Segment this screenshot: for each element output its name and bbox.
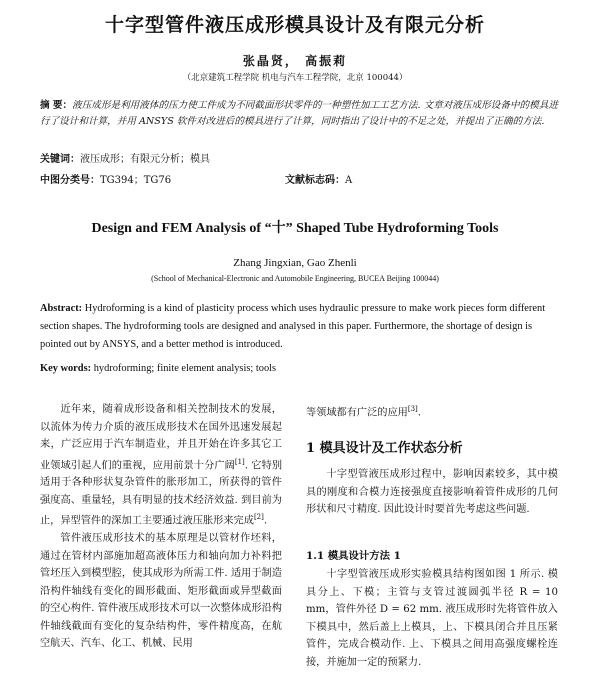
subsection-1-1-heading: 1.1 模具设计方法 1 xyxy=(306,550,401,562)
paper-title-cn: 十字型管件液压成形模具设计及有限元分析 xyxy=(104,14,485,36)
abstract-cn-label: 摘 要： xyxy=(40,100,73,111)
left-paragraph-1 xyxy=(40,401,282,530)
right-top-text: 等领域都有广泛的应用 xyxy=(306,407,408,419)
affiliation-en: (School of Mechanical-Electronic and Automobile Engineering, BUCEA Beijing 100044) xyxy=(151,274,439,283)
classification-row xyxy=(40,171,560,186)
right-continuation xyxy=(306,401,556,422)
left-paragraph-2: 管件液压成形技术的基本原理是以管材作坯料，通过在管材内部施加超高液体压力和轴向加力补料把管坯压入到模型腔，使其成形为所需工件. 适用于制造沿构件轴线有变化的圆形截面、矩形截面或异型截面的空心构件. 管件液压成形技术可以一次整体成形沿构件轴线截面有变化的复杂结构件，零件精度高，在航空航天、汽车、化工、机械、民用 xyxy=(40,533,282,650)
affiliation-cn: （北京建筑工程学院 机电与汽车工程学院，北京 100044） xyxy=(182,73,408,83)
abstract-cn-text: 液压成形是利用液体的压力使工件成为不同截面形状零件的一种塑性加工工艺方法. 文章对液压成形设备中的模具进行了设计和计算，并用 ANSYS 软件对改进后的模具进行了计算，同时指出了设计中的不足之处，并提出了正确的方法. xyxy=(40,100,558,127)
section-1-heading: 1 模具设计及工作状态分析 xyxy=(306,441,463,456)
ref-2: [2] xyxy=(253,513,264,522)
keywords-cn-label: 关键词： xyxy=(40,154,80,165)
right-paragraph-2: 十字型管液压成形实验模具结构图如图 1 所示. 模具分上、下模；主管与支管过渡圆弧半径 R = 10 mm，管件外径 D = 62 mm. 液压成形时先将管件放入下模具中，然后盖上上模具，上、下模具闭合并且压紧管件，完成合模动作. 上、下模具之间用高强度螺栓连接，并施加一定的预紧力. xyxy=(306,569,558,668)
left-p1-c: . xyxy=(263,515,268,527)
left-p1-a: 近年来，随着成形设备和相关控制技术的发展，以流体为传力介质的液压成形技术在国外迅速发展起来，广泛应用于汽车制造业，并且开始在许多其它工业领域引起人们的重视，应用前景十分广阔 xyxy=(40,404,282,471)
keywords-en-label: Key words: xyxy=(40,363,92,374)
ref-1: [1] xyxy=(234,457,245,466)
ref-3: [3] xyxy=(407,405,418,413)
right-paragraph-1: 十字型管液压成形过程中，影响因素较多，其中模具的刚度和合模力连接强度直接影响着管件成形的几何形状和尺寸精度. 因此设计时要首先考虑这些问题. xyxy=(306,469,558,515)
right-top-end: . xyxy=(417,407,422,419)
abstract-en-label: Abstract: xyxy=(40,303,83,314)
abstract-en-text: Hydroforming is a kind of plasticity process which uses hydraulic pressure to make work pieces form different section shapes. The hydroforming tools are designed and analysed in this paper. Furthermore, the shortage of design is pointed out by ANSYS, and a better method is introduced. xyxy=(40,303,546,350)
authors-cn: 张晶贤， 高振莉 xyxy=(242,54,348,68)
authors-en: Zhang Jingxian, Gao Zhenli xyxy=(233,257,357,269)
document-code xyxy=(285,171,352,186)
clc-label: 中图分类号： xyxy=(40,175,100,186)
doc-label: 文献标志码： xyxy=(285,175,345,186)
doc-value: A xyxy=(345,175,353,186)
keywords-en-text: hydroforming; finite element analysis; tools xyxy=(91,363,277,374)
paper-title-en: Design and FEM Analysis of “十” Shaped Tube Hydroforming Tools xyxy=(91,221,499,236)
abstract-en xyxy=(40,300,560,354)
abstract-cn xyxy=(40,98,560,130)
left-p1-b: . 它特别适用于各种形状复杂管件的胀形加工，所获得的管件强度高、重量轻，具有明显的技术经济效益. 到目前为止，异型管件的深加工主要通过液压胀形来完成 xyxy=(40,459,283,527)
keywords-cn xyxy=(40,150,210,165)
keywords-cn-text: 液压成形；有限元分析；模具 xyxy=(80,154,210,165)
left-column xyxy=(40,401,282,653)
clc-value: TG394；TG76 xyxy=(100,175,172,186)
keywords-en xyxy=(40,363,276,374)
